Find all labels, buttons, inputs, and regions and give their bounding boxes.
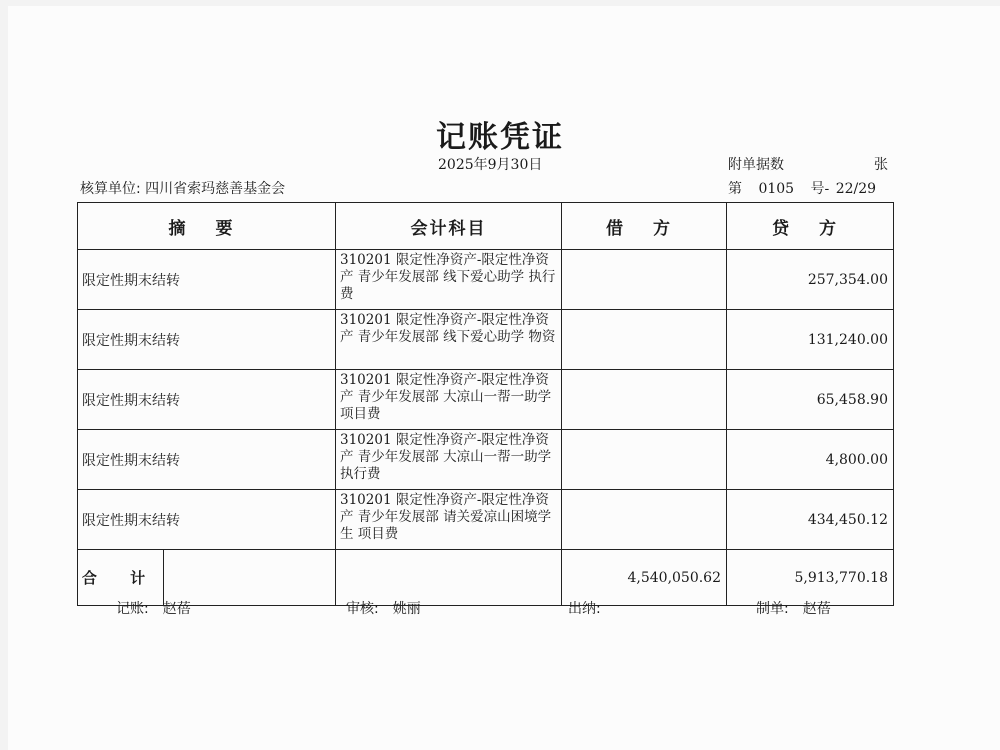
- row-debit: [562, 370, 727, 430]
- row-subject: 310201 限定性净资产-限定性净资产 青少年发展部 请关爱凉山困境学生 项目费: [336, 490, 562, 550]
- voucher-number: [728, 178, 888, 198]
- unit-name: 四川省索玛慈善基金会: [145, 181, 286, 197]
- row-credit: 257,354.00: [727, 250, 894, 310]
- attachments-label: 附单据数: [728, 157, 784, 173]
- row-subject: 310201 限定性净资产-限定性净资产 青少年发展部 线下爱心助学 物资: [336, 310, 562, 370]
- accounting-unit: [80, 178, 285, 198]
- table-row: [78, 490, 894, 550]
- reviewer-signature: [346, 598, 421, 618]
- bookkeeper-signature: [116, 598, 191, 618]
- preparer-signature: [756, 598, 831, 618]
- voucher-title: 记账凭证: [436, 120, 564, 155]
- table-row: [78, 370, 894, 430]
- preparer-label: 制单:: [756, 601, 789, 617]
- row-subject: 310201 限定性净资产-限定性净资产 青少年发展部 大凉山一帮一助学 执行费: [336, 430, 562, 490]
- row-summary: 限定性期末结转: [78, 430, 336, 490]
- row-credit: 65,458.90: [727, 370, 894, 430]
- row-summary: 限定性期末结转: [78, 250, 336, 310]
- total-label: 合 计: [78, 550, 164, 605]
- total-blank: [164, 550, 335, 605]
- row-subject: 310201 限定性净资产-限定性净资产 青少年发展部 大凉山一帮一助学 项目费: [336, 370, 562, 430]
- unit-label: 核算单位:: [80, 181, 141, 197]
- row-summary: 限定性期末结转: [78, 370, 336, 430]
- table-row: [78, 250, 894, 310]
- row-debit: [562, 430, 727, 490]
- preparer-name: 赵蓓: [802, 601, 831, 617]
- reviewer-label: 审核:: [346, 601, 379, 617]
- total-credit: 5,913,770.18: [727, 550, 894, 606]
- reviewer-name: 姚丽: [392, 601, 421, 617]
- bookkeeper-label: 记账:: [116, 601, 149, 617]
- page-value: 22/29: [835, 181, 877, 197]
- total-debit: 4,540,050.62: [562, 550, 727, 606]
- number-suffix: 号-: [810, 181, 830, 197]
- header-debit: 借 方: [562, 203, 727, 250]
- header-credit: 贷 方: [727, 203, 894, 250]
- header-subject: 会计科目: [336, 203, 562, 250]
- bookkeeper-name: 赵蓓: [162, 601, 191, 617]
- row-credit: 131,240.00: [727, 310, 894, 370]
- row-credit: 4,800.00: [727, 430, 894, 490]
- number-value: 0105: [758, 181, 795, 197]
- row-summary: 限定性期末结转: [78, 490, 336, 550]
- attachments-unit: 张: [874, 157, 888, 173]
- voucher-table: [77, 202, 894, 606]
- row-summary: 限定性期末结转: [78, 310, 336, 370]
- cashier-signature: [568, 598, 615, 618]
- row-debit: [562, 490, 727, 550]
- row-debit: [562, 310, 727, 370]
- cashier-label: 出纳:: [568, 601, 601, 617]
- row-credit: 434,450.12: [727, 490, 894, 550]
- header-summary: 摘 要: [78, 203, 336, 250]
- table-header-row: [78, 203, 894, 250]
- table-row: [78, 310, 894, 370]
- voucher-date: 2025年9月30日: [438, 157, 543, 173]
- row-debit: [562, 250, 727, 310]
- row-subject: 310201 限定性净资产-限定性净资产 青少年发展部 线下爱心助学 执行费: [336, 250, 562, 310]
- table-row: [78, 430, 894, 490]
- number-prefix: 第: [728, 181, 742, 197]
